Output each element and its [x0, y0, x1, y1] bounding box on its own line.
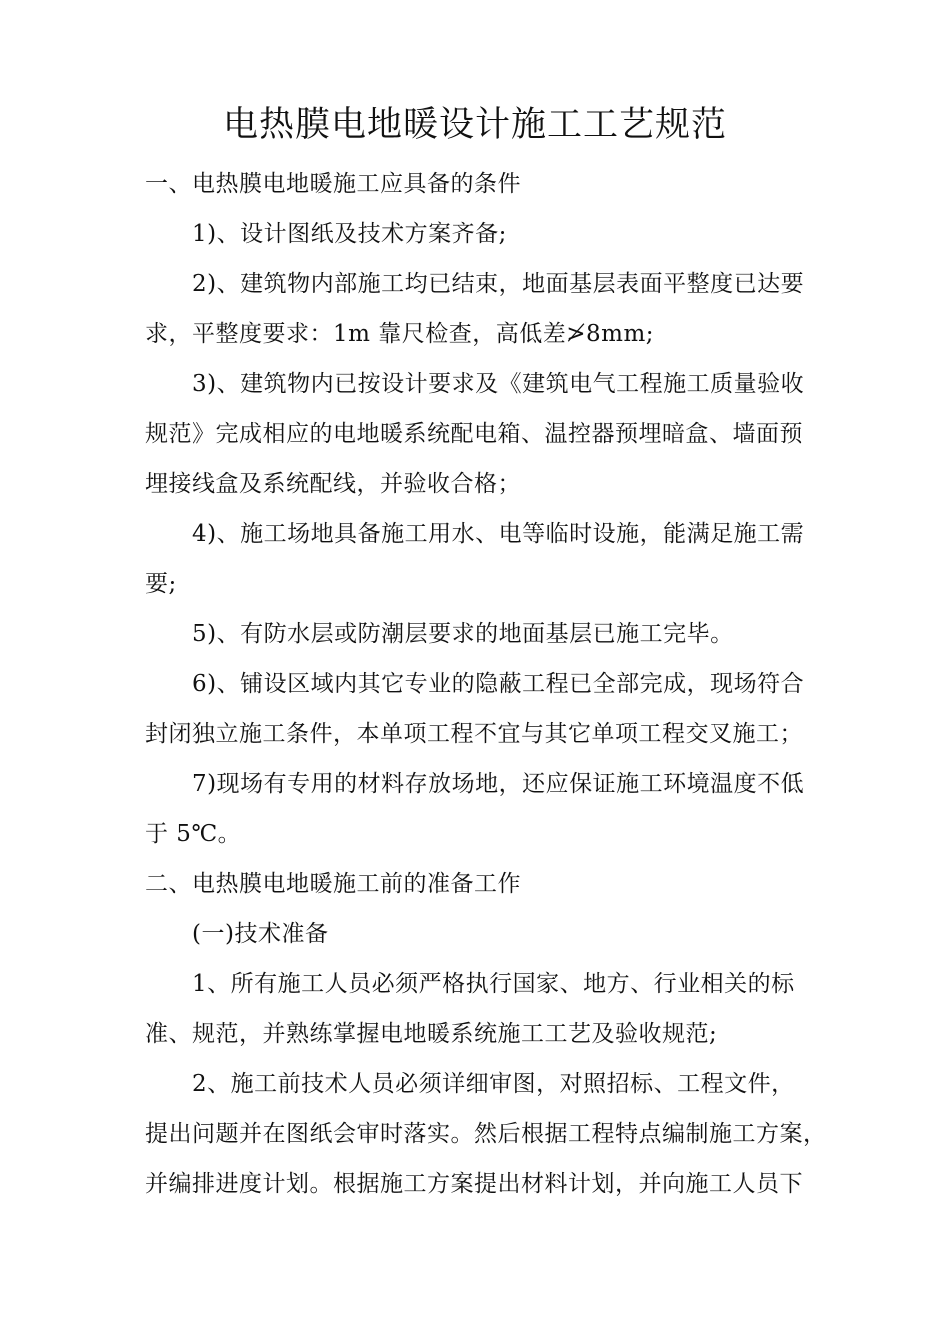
paragraph-line: 4)、施工场地具备施工用水、电等临时设施，能满足施工需: [192, 521, 805, 547]
section-heading-2: 二、电热膜电地暖施工前的准备工作: [145, 871, 521, 897]
paragraph-line: 6)、铺设区域内其它专业的隐蔽工程已全部完成，现场符合: [192, 671, 805, 697]
paragraph-line: 1、所有施工人员必须严格执行国家、地方、行业相关的标: [192, 971, 795, 997]
paragraph-line: 埋接线盒及系统配线，并验收合格；: [145, 471, 521, 497]
paragraph-line: 并编排进度计划。根据施工方案提出材料计划，并向施工人员下: [145, 1171, 803, 1197]
paragraph-line: 2、施工前技术人员必须详细审图，对照招标、工程文件，: [192, 1071, 795, 1097]
paragraph-line: 7)现场有专用的材料存放场地，还应保证施工环境温度不低: [192, 771, 805, 797]
subsection-heading: (一)技术准备: [192, 921, 329, 947]
document-title: 电热膜电地暖设计施工工艺规范: [222, 105, 727, 145]
paragraph-line: 5)、有防水层或防潮层要求的地面基层已施工完毕。: [192, 621, 734, 647]
paragraph-line: 3)、建筑物内已按设计要求及《建筑电气工程施工质量验收: [192, 371, 805, 397]
paragraph-line: 1)、设计图纸及技术方案齐备;: [192, 221, 507, 247]
paragraph-line: 准、规范，并熟练掌握电地暖系统施工工艺及验收规范;: [145, 1021, 718, 1047]
paragraph-line: 提出问题并在图纸会审时落实。然后根据工程特点编制施工方案，: [145, 1121, 827, 1147]
paragraph-line: 求，平整度要求：1m 靠尺检查，高低差≯8mm;: [145, 321, 655, 347]
paragraph-line: 于 5℃。: [145, 821, 242, 847]
paragraph-line: 2)、建筑物内部施工均已结束，地面基层表面平整度已达要: [192, 271, 805, 297]
paragraph-line: 要;: [145, 571, 177, 597]
paragraph-line: 封闭独立施工条件，本单项工程不宜与其它单项工程交叉施工；: [145, 721, 803, 747]
paragraph-line: 规范》完成相应的电地暖系统配电箱、温控器预埋暗盒、墙面预: [145, 421, 803, 447]
section-heading-1: 一、电热膜电地暖施工应具备的条件: [145, 171, 521, 197]
